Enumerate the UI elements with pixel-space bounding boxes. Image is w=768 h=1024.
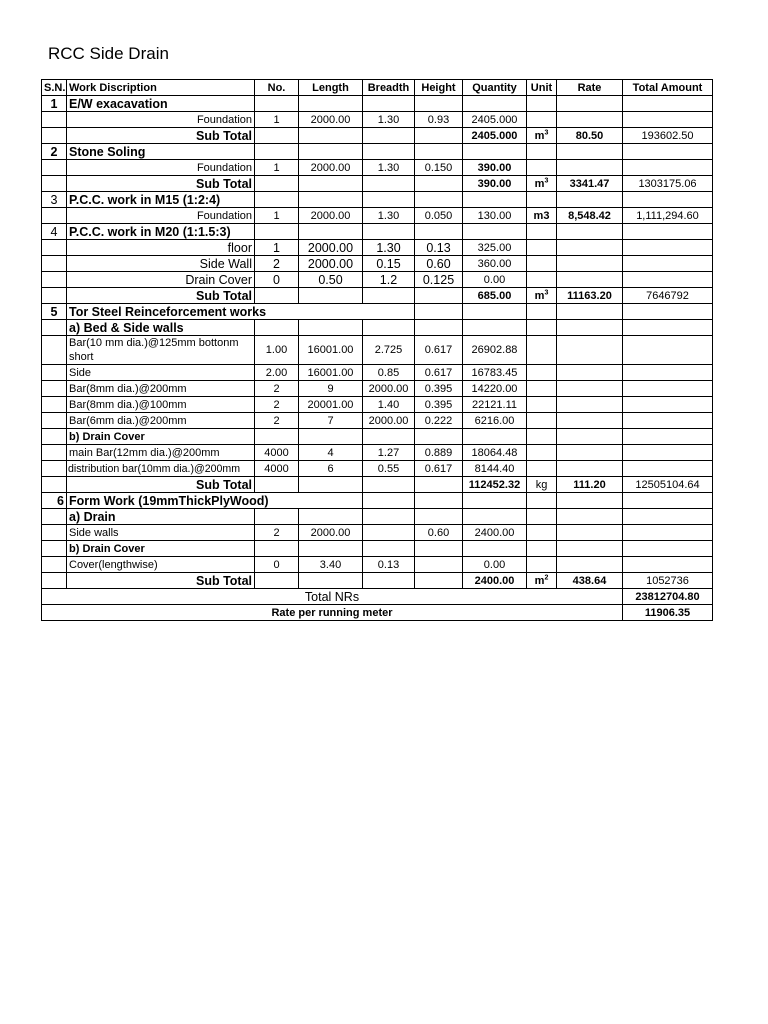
item-breadth: 2000.00	[363, 381, 415, 397]
item-quantity: 2405.000	[463, 112, 527, 128]
subtotal-amount: 12505104.64	[623, 477, 713, 493]
sn-cell: 4	[42, 224, 67, 240]
subtotal-label: Sub Total	[67, 288, 255, 304]
item-quantity: 6216.00	[463, 413, 527, 429]
sn-cell: 2	[42, 144, 67, 160]
rate-per-meter-row	[42, 605, 713, 621]
section-row	[42, 493, 713, 509]
subsection-row	[42, 320, 713, 336]
item-desc: Foundation	[67, 160, 255, 176]
subtotal-amount: 1052736	[623, 573, 713, 589]
item-length: 2000.00	[299, 208, 363, 224]
item-row	[42, 240, 713, 256]
item-height	[415, 557, 463, 573]
header-row	[42, 80, 713, 96]
item-length: 2000.00	[299, 256, 363, 272]
col-total: Total Amount	[623, 80, 713, 96]
section-title: P.C.C. work in M20 (1:1.5:3)	[67, 224, 255, 240]
item-height: 0.222	[415, 413, 463, 429]
item-height: 0.617	[415, 365, 463, 381]
item-no: 1	[255, 208, 299, 224]
item-breadth: 1.27	[363, 445, 415, 461]
sn-cell: 5	[42, 304, 67, 320]
item-unit: m3	[527, 208, 557, 224]
item-length: 16001.00	[299, 365, 363, 381]
item-quantity: 2400.00	[463, 525, 527, 541]
item-row	[42, 445, 713, 461]
item-quantity: 325.00	[463, 240, 527, 256]
section-row	[42, 304, 713, 320]
item-length: 2000.00	[299, 112, 363, 128]
item-row	[42, 365, 713, 381]
item-length: 0.50	[299, 272, 363, 288]
item-length: 9	[299, 381, 363, 397]
item-desc: Bar(8mm dia.)@200mm	[67, 381, 255, 397]
subtotal-quantity: 112452.32	[463, 477, 527, 493]
item-row	[42, 381, 713, 397]
item-quantity: 26902.88	[463, 336, 527, 365]
item-desc: Foundation	[67, 112, 255, 128]
item-breadth: 0.15	[363, 256, 415, 272]
rate-per-meter-value: 11906.35	[623, 605, 713, 621]
item-desc: main Bar(12mm dia.)@200mm	[67, 445, 255, 461]
item-length: 3.40	[299, 557, 363, 573]
subtotal-label: Sub Total	[67, 176, 255, 192]
subtotal-row	[42, 288, 713, 304]
subsection-title: a) Bed & Side walls	[67, 320, 255, 336]
subsection-title: b) Drain Cover	[67, 541, 255, 557]
grand-total-label: Total NRs	[42, 589, 623, 605]
subsection-row	[42, 509, 713, 525]
subtotal-rate: 80.50	[557, 128, 623, 144]
item-no: 1	[255, 112, 299, 128]
item-quantity: 8144.40	[463, 461, 527, 477]
item-no: 2	[255, 381, 299, 397]
subtotal-amount: 1303175.06	[623, 176, 713, 192]
item-row	[42, 112, 713, 128]
item-no: 2	[255, 413, 299, 429]
subtotal-amount: 193602.50	[623, 128, 713, 144]
item-quantity: 14220.00	[463, 381, 527, 397]
item-height: 0.60	[415, 256, 463, 272]
item-height: 0.125	[415, 272, 463, 288]
subsection-row	[42, 429, 713, 445]
col-sn: S.N.	[42, 80, 67, 96]
item-no: 0	[255, 272, 299, 288]
col-breadth: Breadth	[363, 80, 415, 96]
subtotal-label: Sub Total	[67, 573, 255, 589]
item-desc: Bar(10 mm dia.)@125mm bottonm short	[67, 336, 255, 365]
item-quantity: 16783.45	[463, 365, 527, 381]
subtotal-unit: $m^3$	[527, 128, 557, 144]
section-row	[42, 224, 713, 240]
sn-cell: 1	[42, 96, 67, 112]
subtotal-quantity: 390.00	[463, 176, 527, 192]
item-height: 0.395	[415, 397, 463, 413]
subtotal-unit: $m^3$	[527, 288, 557, 304]
item-desc: Cover(lengthwise)	[67, 557, 255, 573]
col-length: Length	[299, 80, 363, 96]
item-row	[42, 557, 713, 573]
subtotal-rate: 438.64	[557, 573, 623, 589]
subtotal-amount: 7646792	[623, 288, 713, 304]
item-breadth: 1.30	[363, 160, 415, 176]
item-no: 2	[255, 525, 299, 541]
item-no: 1.00	[255, 336, 299, 365]
item-length: 16001.00	[299, 336, 363, 365]
section-title: Stone Soling	[67, 144, 255, 160]
col-work: Work Discription	[67, 80, 255, 96]
subtotal-rate: 3341.47	[557, 176, 623, 192]
grand-total-value: 23812704.80	[623, 589, 713, 605]
item-length: 6	[299, 461, 363, 477]
item-breadth: 2000.00	[363, 413, 415, 429]
section-title: Tor Steel Reinceforcement works	[67, 304, 415, 320]
item-quantity: 0.00	[463, 557, 527, 573]
col-height: Height	[415, 80, 463, 96]
subtotal-quantity: 685.00	[463, 288, 527, 304]
item-no: 1	[255, 240, 299, 256]
item-length: 4	[299, 445, 363, 461]
item-quantity: 360.00	[463, 256, 527, 272]
item-breadth: 1.2	[363, 272, 415, 288]
item-height: 0.93	[415, 112, 463, 128]
item-desc: floor	[67, 240, 255, 256]
item-rate: 8,548.42	[557, 208, 623, 224]
item-height: 0.60	[415, 525, 463, 541]
item-length: 2000.00	[299, 160, 363, 176]
subsection-title: b) Drain Cover	[67, 429, 255, 445]
item-quantity: 0.00	[463, 272, 527, 288]
item-length: 2000.00	[299, 240, 363, 256]
item-row	[42, 272, 713, 288]
item-breadth: 1.30	[363, 208, 415, 224]
item-desc: Side	[67, 365, 255, 381]
subtotal-row	[42, 128, 713, 144]
section-title: P.C.C. work in M15 (1:2:4)	[67, 192, 255, 208]
col-quantity: Quantity	[463, 80, 527, 96]
item-height: 0.395	[415, 381, 463, 397]
subtotal-row	[42, 573, 713, 589]
item-row	[42, 461, 713, 477]
item-no: 0	[255, 557, 299, 573]
col-no: No.	[255, 80, 299, 96]
subtotal-row	[42, 176, 713, 192]
item-length: 2000.00	[299, 525, 363, 541]
item-row	[42, 336, 713, 365]
item-breadth: 0.85	[363, 365, 415, 381]
item-row	[42, 397, 713, 413]
item-length: 7	[299, 413, 363, 429]
item-no: 2	[255, 397, 299, 413]
item-breadth: 0.13	[363, 557, 415, 573]
subtotal-rate: 111.20	[557, 477, 623, 493]
item-breadth: 2.725	[363, 336, 415, 365]
col-unit: Unit	[527, 80, 557, 96]
subtotal-unit: $m^3$	[527, 176, 557, 192]
item-amount: 1,111,294.60	[623, 208, 713, 224]
item-height: 0.617	[415, 461, 463, 477]
item-desc: Bar(6mm dia.)@200mm	[67, 413, 255, 429]
item-quantity: 390.00	[463, 160, 527, 176]
sn-cell: 6	[42, 493, 67, 509]
item-no: 2.00	[255, 365, 299, 381]
subtotal-rate: 11163.20	[557, 288, 623, 304]
subtotal-label: Sub Total	[67, 477, 255, 493]
item-no: 4000	[255, 445, 299, 461]
col-rate: Rate	[557, 80, 623, 96]
subtotal-unit: kg	[527, 477, 557, 493]
item-row	[42, 208, 713, 224]
subtotal-unit: $m^2$	[527, 573, 557, 589]
item-no: 1	[255, 160, 299, 176]
item-no: 4000	[255, 461, 299, 477]
item-quantity: 130.00	[463, 208, 527, 224]
subsection-title: a) Drain	[67, 509, 255, 525]
item-height: 0.889	[415, 445, 463, 461]
item-height: 0.050	[415, 208, 463, 224]
sn-cell: 3	[42, 192, 67, 208]
item-desc: Side walls	[67, 525, 255, 541]
item-quantity: 18064.48	[463, 445, 527, 461]
item-desc: Foundation	[67, 208, 255, 224]
subtotal-quantity: 2405.000	[463, 128, 527, 144]
item-desc: Side Wall	[67, 256, 255, 272]
item-breadth: 1.40	[363, 397, 415, 413]
rate-per-meter-label: Rate per running meter	[42, 605, 623, 621]
item-no: 2	[255, 256, 299, 272]
item-quantity: 22121.11	[463, 397, 527, 413]
item-row	[42, 525, 713, 541]
item-breadth: 0.55	[363, 461, 415, 477]
section-row	[42, 192, 713, 208]
item-height: 0.13	[415, 240, 463, 256]
boq-table	[41, 79, 713, 621]
item-height: 0.150	[415, 160, 463, 176]
subtotal-quantity: 2400.00	[463, 573, 527, 589]
item-height: 0.617	[415, 336, 463, 365]
item-desc: distribution bar(10mm dia.)@200mm	[67, 461, 255, 477]
item-desc: Bar(8mm dia.)@100mm	[67, 397, 255, 413]
item-breadth	[363, 525, 415, 541]
subsection-row	[42, 541, 713, 557]
subtotal-label: Sub Total	[67, 128, 255, 144]
item-breadth: 1.30	[363, 112, 415, 128]
section-title: Form Work (19mmThickPlyWood)	[67, 493, 363, 509]
section-row	[42, 144, 713, 160]
item-row	[42, 256, 713, 272]
section-title: E/W exacavation	[67, 96, 255, 112]
section-row	[42, 96, 713, 112]
item-row	[42, 413, 713, 429]
subtotal-row	[42, 477, 713, 493]
item-desc: Drain Cover	[67, 272, 255, 288]
grand-total-row	[42, 589, 713, 605]
item-length: 20001.00	[299, 397, 363, 413]
item-breadth: 1.30	[363, 240, 415, 256]
item-row	[42, 160, 713, 176]
page-title: RCC Side Drain	[48, 44, 169, 63]
